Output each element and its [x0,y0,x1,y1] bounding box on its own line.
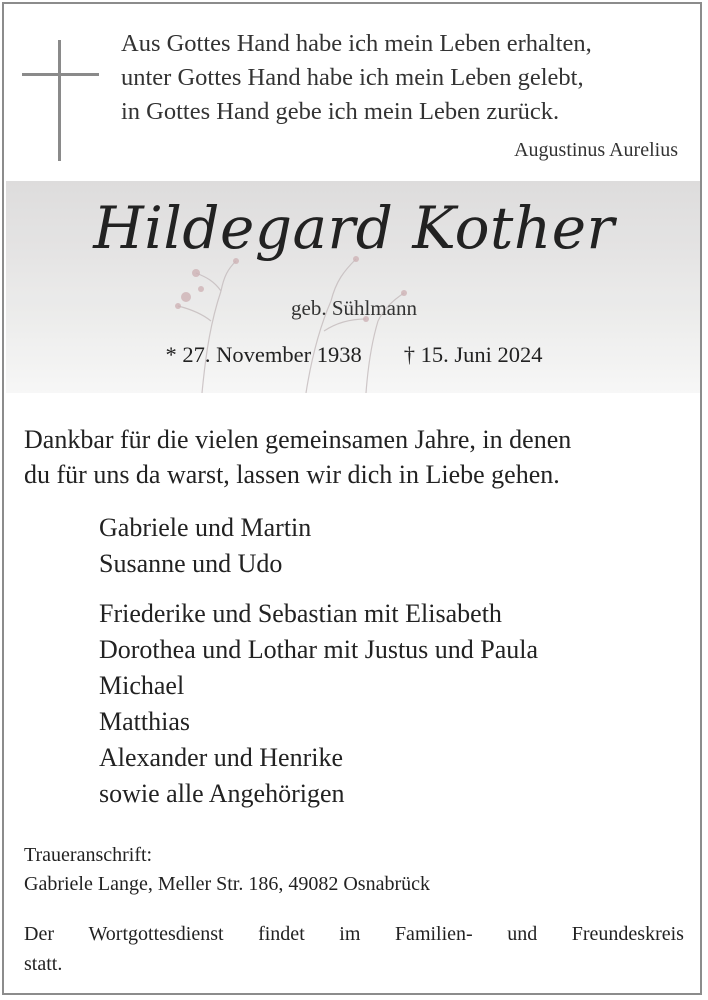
service-word: Wortgottesdienst [88,923,224,945]
mourners-group-children [99,510,311,582]
poem-line: Aus Gottes Hand habe ich mein Leben erhalten, [121,30,592,57]
mourner-entry: Dorothea und Lothar mit Justus und Paula [99,635,539,664]
mourners-group-grandchildren [99,596,538,812]
service-word: findet [258,923,305,945]
mourner-entry: Matthias [99,707,190,736]
address-label: Traueranschrift: [24,844,153,866]
mourner-entry: Gabriele und Martin [99,513,312,542]
service-line [24,919,684,949]
poem-author: Augustinus Aurelius [514,139,678,161]
service-word: Der [24,923,54,945]
cross-vertical-bar [58,40,61,161]
cross-horizontal-bar [22,73,99,76]
mourner-entry: Friederike und Sebastian mit Elisabeth [99,599,502,628]
birth-name: geb. Sühlmann [291,296,417,320]
service-line: statt. [24,953,63,975]
life-dates [0,342,708,368]
poem-verse [121,27,592,129]
poem-line: in Gottes Hand gebe ich mein Leben zurück. [121,98,560,125]
service-word: Freundeskreis [571,923,684,945]
mourner-entry: Alexander und Henrike [99,743,344,772]
tribute-line: du für uns da warst, lassen wir dich in Liebe gehen. [24,460,560,489]
death-date: † 15. Juni 2024 [403,342,543,367]
mourner-entry: Susanne und Udo [99,549,283,578]
address-value: Gabriele Lange, Meller Str. 186, 49082 Osnabrück [24,873,431,895]
mourner-entry: sowie alle Angehörigen [99,779,345,808]
mourning-address [24,841,430,899]
poem-line: unter Gottes Hand habe ich mein Leben gelebt, [121,64,584,91]
service-word: Familien- [394,923,473,945]
deceased-name: Hildegard Kother [93,194,615,262]
service-word: und [507,923,538,945]
birth-date: * 27. November 1938 [165,342,362,367]
service-word: im [339,923,361,945]
mourner-entry: Michael [99,671,185,700]
tribute-text [24,422,571,492]
tribute-line: Dankbar für die vielen gemeinsamen Jahre, in denen [24,425,572,454]
service-notice [24,919,684,979]
